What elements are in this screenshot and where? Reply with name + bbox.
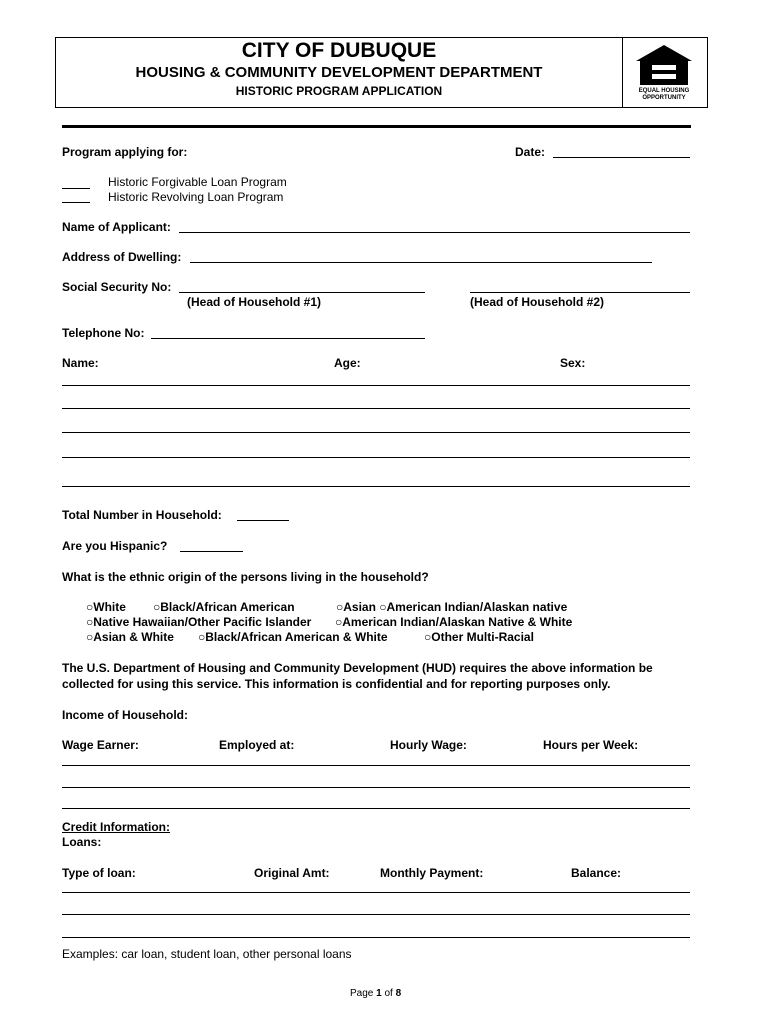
monthly-payment-header: Monthly Payment: (380, 866, 484, 880)
forgivable-check-field[interactable] (62, 188, 90, 189)
phone-field[interactable] (151, 338, 425, 339)
loans-label: Loans: (62, 835, 102, 849)
balance-header: Balance: (571, 866, 622, 880)
ethnic-option[interactable]: ○Black/African American (153, 600, 295, 614)
header-divider (622, 38, 623, 107)
ethnic-option[interactable]: ○Other Multi-Racial (424, 630, 534, 644)
income-label: Income of Household: (62, 708, 188, 722)
page-current: 1 (376, 988, 382, 999)
program-label: Program applying for: (62, 145, 188, 159)
member-age-header: Age: (334, 356, 361, 370)
header-rule (62, 125, 691, 128)
member-sex-header: Sex: (560, 356, 586, 370)
total-household-label: Total Number in Household: (62, 508, 222, 522)
logo-caption: EQUAL HOUSING OPPORTUNITY (638, 88, 690, 101)
city-title: CITY OF DUBUQUE (241, 39, 437, 62)
original-amt-header: Original Amt: (254, 866, 330, 880)
member-row-line[interactable] (62, 486, 690, 487)
income-row-line[interactable] (62, 808, 690, 809)
income-row-line[interactable] (62, 765, 690, 766)
hud-notice-line2: collected for using this service. This information is confidential and for reporting purposes only. (62, 677, 611, 691)
address-label: Address of Dwelling: (62, 250, 182, 264)
hoh1-label: (Head of Household #1) (187, 295, 322, 309)
ethnic-option[interactable]: ○Asian & White (86, 630, 174, 644)
option-revolving: Historic Revolving Loan Program (108, 190, 284, 204)
employed-at-header: Employed at: (219, 738, 295, 752)
hoh2-label: (Head of Household #2) (470, 295, 605, 309)
credit-label: Credit Information: (62, 820, 170, 834)
ethnic-option[interactable]: ○White (86, 600, 126, 614)
loan-row-line[interactable] (62, 892, 690, 893)
ethnic-option[interactable]: ○American Indian/Alaskan Native & White (335, 615, 573, 629)
loan-type-header: Type of loan: (62, 866, 136, 880)
loan-row-line[interactable] (62, 937, 690, 938)
wage-earner-header: Wage Earner: (62, 738, 139, 752)
loan-row-line[interactable] (62, 914, 690, 915)
hud-notice-line1: The U.S. Department of Housing and Community Development (HUD) requires the above information be (62, 661, 653, 675)
member-name-header: Name: (62, 356, 99, 370)
page-prefix: Page (350, 988, 377, 999)
ssn-field-1[interactable] (179, 292, 425, 293)
header-box (55, 37, 708, 108)
date-label: Date: (515, 145, 546, 159)
date-field[interactable] (553, 157, 690, 158)
hispanic-label: Are you Hispanic? (62, 539, 168, 553)
address-field[interactable] (190, 262, 652, 263)
ethnic-option[interactable]: ○Black/African American & White (198, 630, 388, 644)
ethnic-option[interactable]: ○Native Hawaiian/Other Pacific Islander (86, 615, 312, 629)
revolving-check-field[interactable] (62, 202, 90, 203)
phone-label: Telephone No: (62, 326, 145, 340)
hours-per-week-header: Hours per Week: (543, 738, 639, 752)
form-title: HISTORIC PROGRAM APPLICATION (235, 84, 443, 98)
member-row-line[interactable] (62, 432, 690, 433)
member-row-line[interactable] (62, 385, 690, 386)
member-row-line[interactable] (62, 408, 690, 409)
applicant-name-label: Name of Applicant: (62, 220, 171, 234)
loan-examples: Examples: car loan, student loan, other personal loans (62, 947, 352, 961)
income-row-line[interactable] (62, 787, 690, 788)
option-forgivable: Historic Forgivable Loan Program (108, 175, 287, 189)
ethnic-option[interactable]: ○Asian ○American Indian/Alaskan native (336, 600, 568, 614)
hispanic-field[interactable] (180, 551, 243, 552)
applicant-name-field[interactable] (179, 232, 690, 233)
page-total: 8 (395, 988, 402, 999)
total-household-field[interactable] (237, 520, 289, 521)
ethnic-question: What is the ethnic origin of the persons living in the household? (62, 570, 429, 584)
hourly-wage-header: Hourly Wage: (390, 738, 467, 752)
page-of: of (381, 988, 396, 999)
ssn-label: Social Security No: (62, 280, 172, 294)
equal-housing-logo-icon (632, 43, 696, 87)
ssn-field-2[interactable] (470, 292, 690, 293)
page-number (350, 988, 401, 999)
department-title: HOUSING & COMMUNITY DEVELOPMENT DEPARTMENT (135, 64, 543, 81)
member-row-line[interactable] (62, 457, 690, 458)
